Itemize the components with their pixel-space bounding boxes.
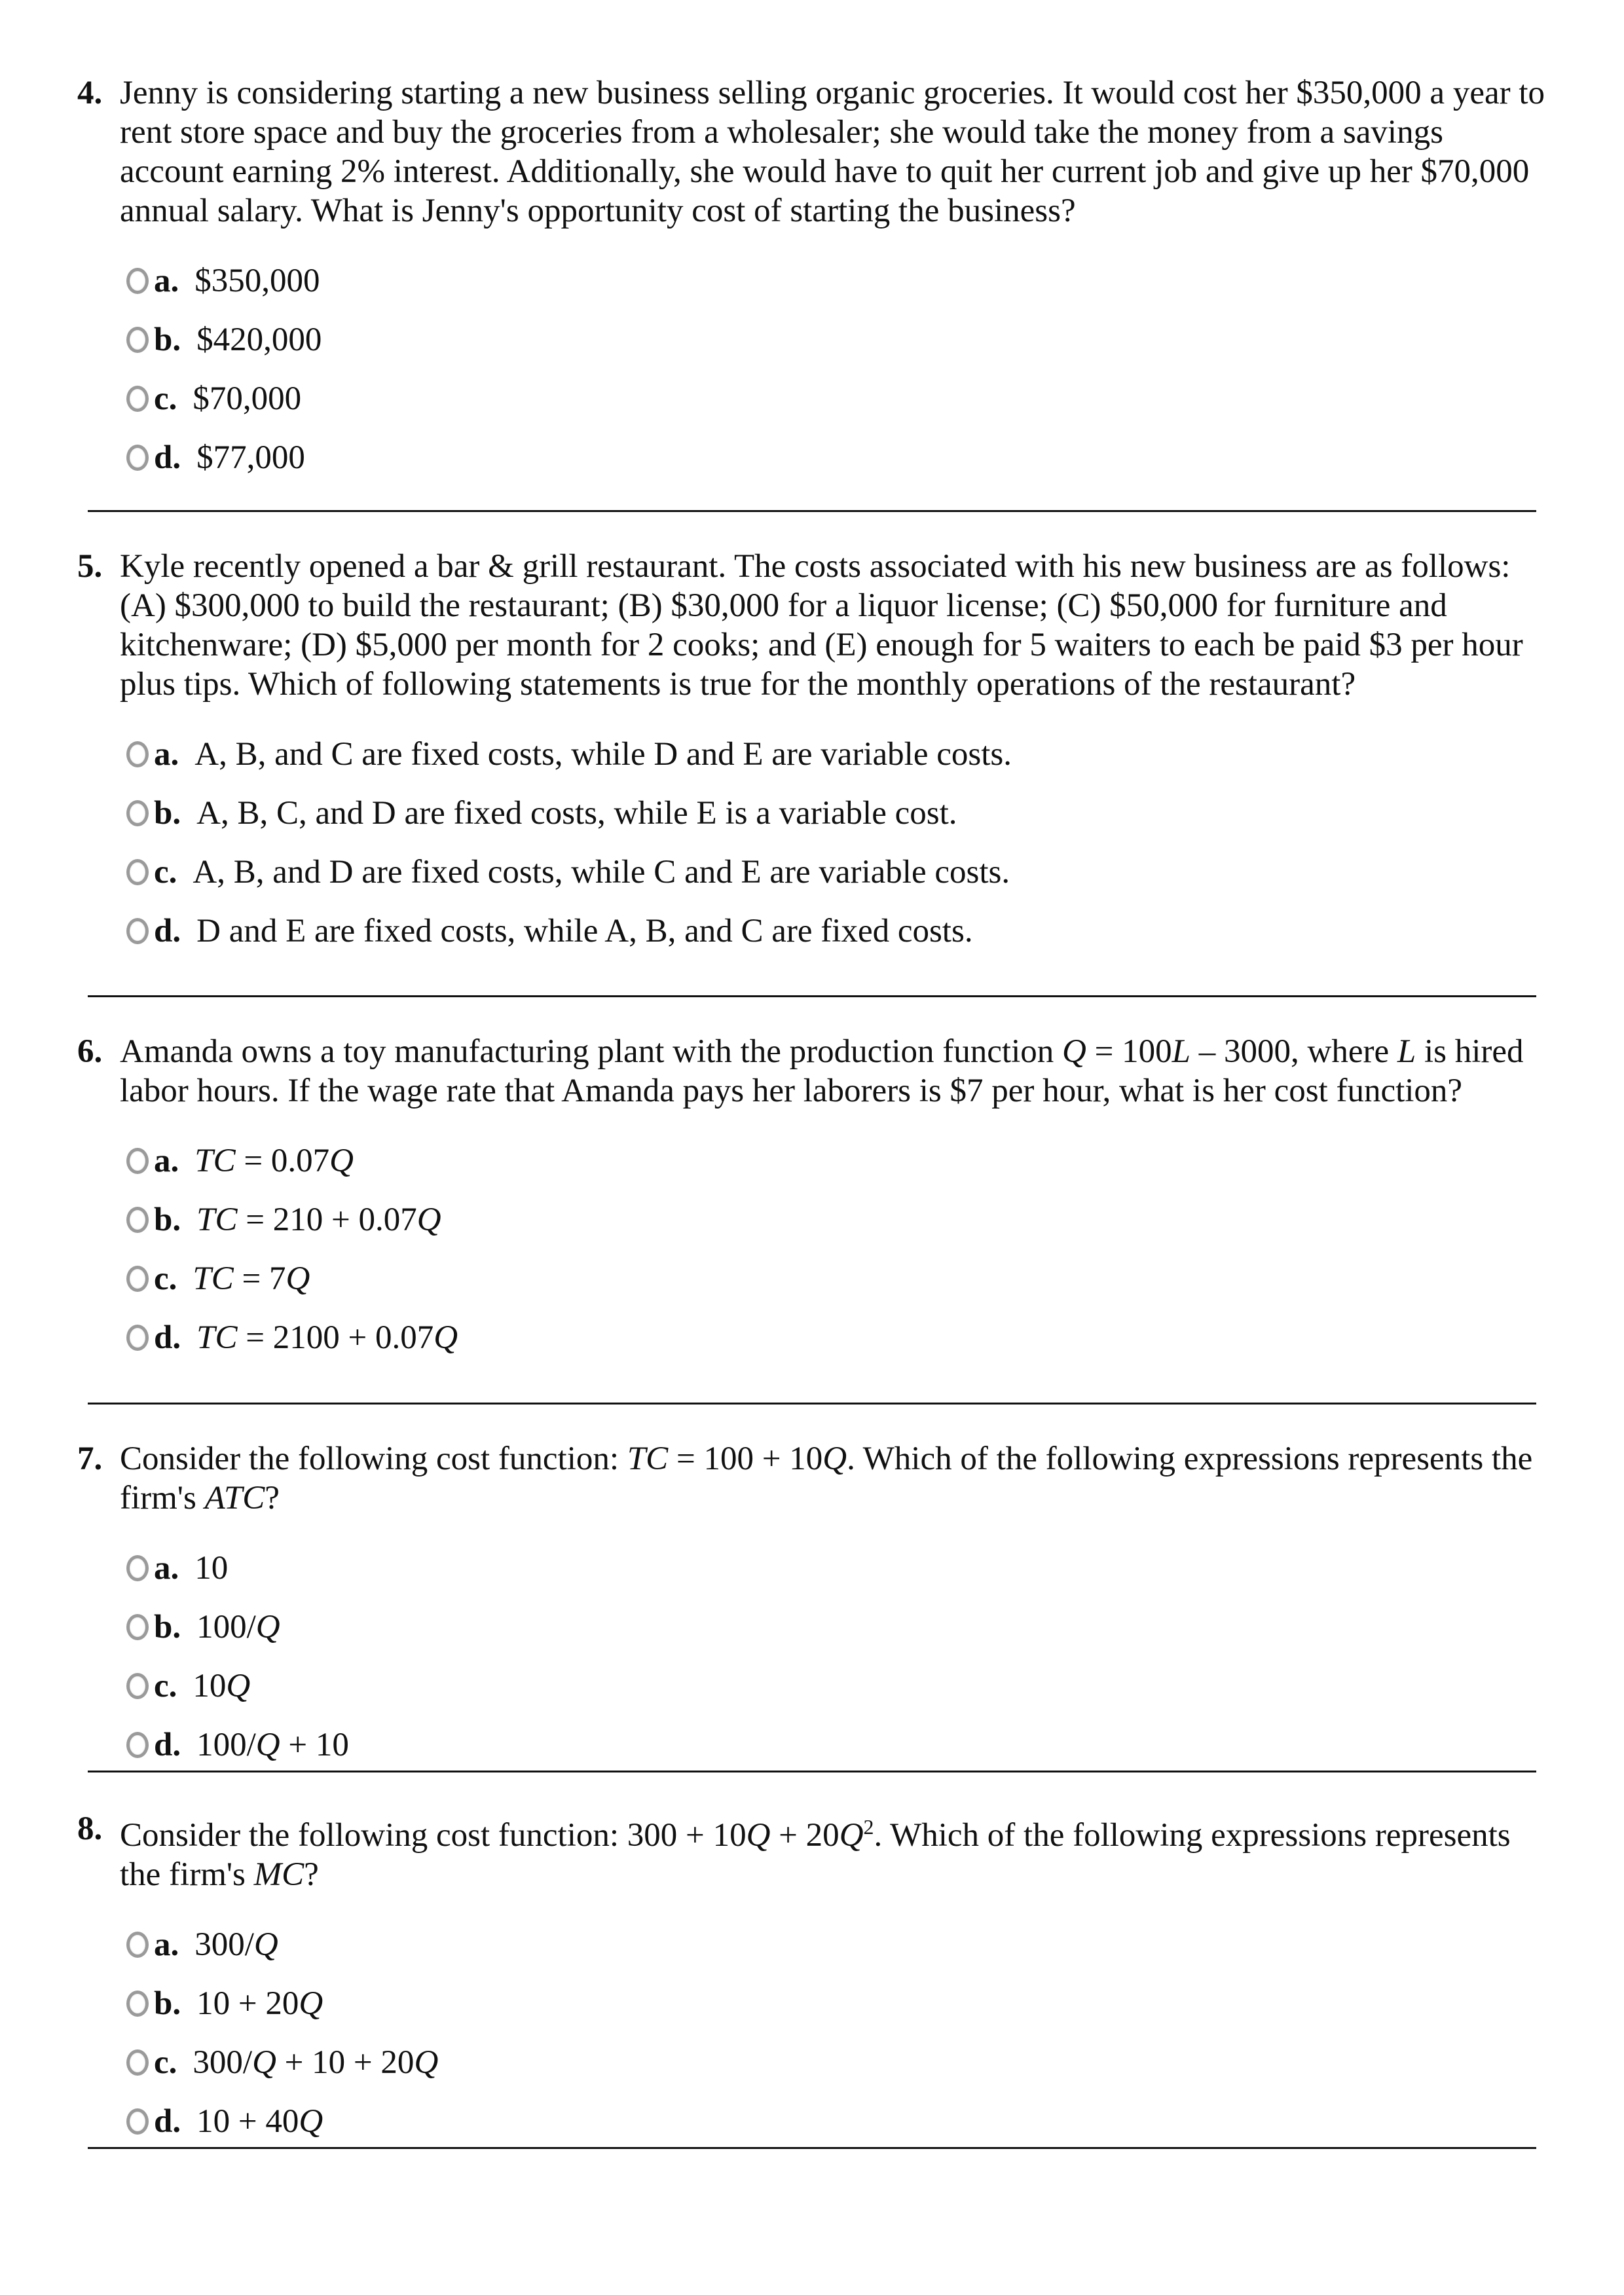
answer-options bbox=[77, 251, 1551, 487]
math-variable: TC bbox=[196, 1202, 238, 1238]
question-number: 8. bbox=[77, 1810, 103, 1847]
question-6 bbox=[77, 1032, 1551, 1367]
text-run: + 20 bbox=[770, 1817, 840, 1854]
option-text bbox=[194, 1925, 278, 1964]
question-number: 7. bbox=[77, 1441, 103, 1477]
option-letter: a. bbox=[154, 1143, 179, 1179]
text-run: 10 + 20 bbox=[196, 1985, 299, 2022]
math-variable: Q bbox=[252, 2044, 276, 2081]
answer-option[interactable] bbox=[77, 2092, 1551, 2151]
radio-button-icon[interactable] bbox=[126, 859, 149, 885]
text-run: = 100 + 10 bbox=[668, 1441, 823, 1477]
text-run: D and E are fixed costs, while A, B, and C are fixed costs. bbox=[196, 913, 973, 949]
answer-option[interactable] bbox=[77, 310, 1551, 369]
math-variable: Q bbox=[299, 1985, 323, 2022]
text-run: Amanda owns a toy manufacturing plant with the production function bbox=[120, 1033, 1063, 1070]
option-letter: b. bbox=[154, 1202, 181, 1238]
option-letter: d. bbox=[154, 439, 181, 476]
question-stem bbox=[77, 547, 1551, 704]
radio-button-icon[interactable] bbox=[126, 800, 149, 826]
text-run: = 0.07 bbox=[235, 1143, 330, 1179]
option-text bbox=[193, 379, 301, 418]
answer-option[interactable] bbox=[77, 1308, 1551, 1367]
radio-button-icon[interactable] bbox=[126, 268, 149, 294]
answer-option[interactable] bbox=[77, 2033, 1551, 2092]
option-text bbox=[193, 1259, 310, 1298]
text-run: = 100 bbox=[1086, 1033, 1172, 1070]
answer-options bbox=[77, 1915, 1551, 2151]
text-run: ? bbox=[304, 1856, 319, 1893]
text-run: + 10 + 20 bbox=[276, 2044, 415, 2081]
option-text bbox=[196, 1725, 349, 1765]
answer-option[interactable] bbox=[77, 1131, 1551, 1190]
option-letter: b. bbox=[154, 795, 181, 832]
exponent: 2 bbox=[863, 1815, 874, 1839]
math-variable: ATC bbox=[204, 1480, 265, 1516]
option-letter: b. bbox=[154, 321, 181, 358]
math-variable: L bbox=[1397, 1033, 1416, 1070]
radio-button-icon[interactable] bbox=[126, 327, 149, 353]
text-run: $420,000 bbox=[196, 321, 322, 358]
option-letter: c. bbox=[154, 380, 177, 417]
math-variable: TC bbox=[196, 1319, 238, 1356]
question-number: 6. bbox=[77, 1033, 103, 1070]
answer-option[interactable] bbox=[77, 1249, 1551, 1308]
option-text bbox=[196, 438, 305, 477]
radio-button-icon[interactable] bbox=[126, 741, 149, 767]
radio-button-icon[interactable] bbox=[126, 1207, 149, 1233]
option-letter: c. bbox=[154, 2044, 177, 2081]
question-stem bbox=[77, 1810, 1551, 1894]
option-text bbox=[196, 1318, 458, 1357]
math-variable: MC bbox=[253, 1856, 304, 1893]
text-run: . Which of the following expressions represents the firm's bbox=[120, 1441, 1533, 1516]
answer-option[interactable] bbox=[77, 428, 1551, 487]
section-divider bbox=[88, 1771, 1536, 1772]
text-run: Jenny is considering starting a new business selling organic groceries. It would cost her $350,000 a year to rent store space and buy the groceries from a wholesaler; she would take the money from a savings account earning 2% interest. Additionally, she would have to quit her current job and give up her $70,000 annual salary. What is Jenny's opportunity cost of starting the business? bbox=[120, 75, 1545, 229]
text-run: + 10 bbox=[280, 1727, 349, 1763]
radio-button-icon[interactable] bbox=[126, 1266, 149, 1292]
option-text bbox=[196, 1984, 323, 2023]
text-run: 300/ bbox=[193, 2044, 253, 2081]
option-text bbox=[196, 794, 957, 833]
option-letter: a. bbox=[154, 263, 179, 299]
answer-options bbox=[77, 1131, 1551, 1367]
text-run: A, B, C, and D are fixed costs, while E is a variable cost. bbox=[196, 795, 957, 832]
text-run: $350,000 bbox=[194, 263, 320, 299]
question-5 bbox=[77, 547, 1551, 961]
math-variable: Q bbox=[255, 1727, 280, 1763]
math-variable: TC bbox=[194, 1143, 236, 1179]
radio-button-icon[interactable] bbox=[126, 1732, 149, 1758]
math-variable: Q bbox=[839, 1817, 864, 1854]
option-text bbox=[196, 911, 972, 951]
option-text bbox=[194, 1549, 228, 1588]
option-text bbox=[194, 1141, 354, 1181]
answer-option[interactable] bbox=[77, 725, 1551, 784]
text-run: = 7 bbox=[233, 1260, 286, 1297]
text-run: = 2100 + 0.07 bbox=[237, 1319, 434, 1356]
answer-option[interactable] bbox=[77, 1974, 1551, 2033]
radio-button-icon[interactable] bbox=[126, 1614, 149, 1640]
text-run: 10 bbox=[194, 1550, 229, 1587]
answer-option[interactable] bbox=[77, 1598, 1551, 1657]
math-variable: Q bbox=[226, 1668, 251, 1704]
option-text bbox=[196, 2102, 323, 2141]
text-run: 10 bbox=[193, 1668, 227, 1704]
text-run: A, B, and D are fixed costs, while C and E are variable costs. bbox=[193, 854, 1010, 890]
answer-option[interactable] bbox=[77, 1539, 1551, 1598]
option-letter: a. bbox=[154, 1550, 179, 1587]
option-text bbox=[196, 1607, 280, 1647]
option-letter: b. bbox=[154, 1985, 181, 2022]
text-run: $70,000 bbox=[193, 380, 302, 417]
question-number: 4. bbox=[77, 75, 103, 111]
math-variable: Q bbox=[416, 1202, 441, 1238]
text-run: 100/ bbox=[196, 1609, 256, 1645]
math-variable: Q bbox=[299, 2103, 323, 2140]
answer-options bbox=[77, 725, 1551, 961]
radio-button-icon[interactable] bbox=[126, 2108, 149, 2135]
option-letter: d. bbox=[154, 1319, 181, 1356]
text-run: A, B, and C are fixed costs, while D and E are variable costs. bbox=[194, 736, 1012, 773]
radio-button-icon[interactable] bbox=[126, 1555, 149, 1581]
text-run: – 3000, where bbox=[1190, 1033, 1397, 1070]
option-letter: c. bbox=[154, 1260, 177, 1297]
text-run: Consider the following cost function: 300 + 10 bbox=[120, 1817, 747, 1854]
answer-option[interactable] bbox=[77, 1190, 1551, 1249]
radio-button-icon[interactable] bbox=[126, 2049, 149, 2076]
radio-button-icon[interactable] bbox=[126, 1932, 149, 1958]
math-variable: Q bbox=[329, 1143, 354, 1179]
option-text bbox=[196, 320, 322, 359]
radio-button-icon[interactable] bbox=[126, 445, 149, 471]
option-text bbox=[193, 2043, 438, 2082]
text-run: 100/ bbox=[196, 1727, 256, 1763]
radio-button-icon[interactable] bbox=[126, 1325, 149, 1351]
question-stem bbox=[77, 1032, 1551, 1111]
section-divider bbox=[88, 510, 1536, 512]
option-letter: d. bbox=[154, 1727, 181, 1763]
text-run: $77,000 bbox=[196, 439, 305, 476]
answer-option[interactable] bbox=[77, 369, 1551, 428]
answer-option[interactable] bbox=[77, 784, 1551, 843]
math-variable: TC bbox=[193, 1260, 234, 1297]
text-run: 300/ bbox=[194, 1926, 254, 1963]
answer-option[interactable] bbox=[77, 902, 1551, 961]
text-run: 10 + 40 bbox=[196, 2103, 299, 2140]
option-text bbox=[196, 1200, 441, 1239]
question-7 bbox=[77, 1439, 1551, 1774]
option-letter: a. bbox=[154, 736, 179, 773]
option-letter: a. bbox=[154, 1926, 179, 1963]
radio-button-icon[interactable] bbox=[126, 1991, 149, 2017]
option-text bbox=[193, 853, 1010, 892]
option-text bbox=[194, 735, 1012, 774]
math-variable: L bbox=[1172, 1033, 1190, 1070]
math-variable: Q bbox=[434, 1319, 458, 1356]
math-variable: Q bbox=[255, 1609, 280, 1645]
math-variable: Q bbox=[253, 1926, 278, 1963]
text-run: Kyle recently opened a bar & grill restaurant. The costs associated with his new business are as follows: (A) $300,000 to build the restaurant; (B) $30,000 for a liquor license; (C) $50,000 for furniture and kitchenware; (D) $5,000 per month for 2 cooks; and (E) enough for 5 waiters to each be paid $3 per hour plus tips. Which of following statements is true for the monthly operations of the restaurant? bbox=[120, 548, 1523, 703]
text-run: ? bbox=[265, 1480, 280, 1516]
radio-button-icon[interactable] bbox=[126, 386, 149, 412]
option-letter: d. bbox=[154, 2103, 181, 2140]
question-8 bbox=[77, 1810, 1551, 2151]
radio-button-icon[interactable] bbox=[126, 1148, 149, 1174]
option-text bbox=[193, 1666, 250, 1706]
question-4 bbox=[77, 73, 1551, 487]
question-stem bbox=[77, 1439, 1551, 1518]
radio-button-icon[interactable] bbox=[126, 1673, 149, 1699]
math-variable: Q bbox=[822, 1441, 847, 1477]
math-variable: Q bbox=[286, 1260, 310, 1297]
text-run: . Which of the following expressions represents the firm's bbox=[120, 1817, 1511, 1893]
question-number: 5. bbox=[77, 548, 103, 585]
option-letter: b. bbox=[154, 1609, 181, 1645]
math-variable: TC bbox=[627, 1441, 669, 1477]
radio-button-icon[interactable] bbox=[126, 918, 149, 944]
answer-option[interactable] bbox=[77, 1716, 1551, 1774]
question-stem bbox=[77, 73, 1551, 230]
section-divider bbox=[88, 2147, 1536, 2149]
answer-option[interactable] bbox=[77, 1915, 1551, 1974]
answer-options bbox=[77, 1539, 1551, 1774]
math-variable: Q bbox=[746, 1817, 771, 1854]
section-divider bbox=[88, 1403, 1536, 1405]
text-run: Consider the following cost function: bbox=[120, 1441, 627, 1477]
answer-option[interactable] bbox=[77, 843, 1551, 902]
text-run: = 210 + 0.07 bbox=[237, 1202, 417, 1238]
section-divider bbox=[88, 995, 1536, 997]
option-text bbox=[194, 261, 320, 301]
text-run: is hired labor hours. If the wage rate that Amanda pays her laborers is $7 per hour, what is her cost function? bbox=[120, 1033, 1524, 1109]
math-variable: Q bbox=[1062, 1033, 1086, 1070]
math-variable: Q bbox=[414, 2044, 439, 2081]
option-letter: c. bbox=[154, 854, 177, 890]
answer-option[interactable] bbox=[77, 1657, 1551, 1716]
option-letter: d. bbox=[154, 913, 181, 949]
option-letter: c. bbox=[154, 1668, 177, 1704]
answer-option[interactable] bbox=[77, 251, 1551, 310]
